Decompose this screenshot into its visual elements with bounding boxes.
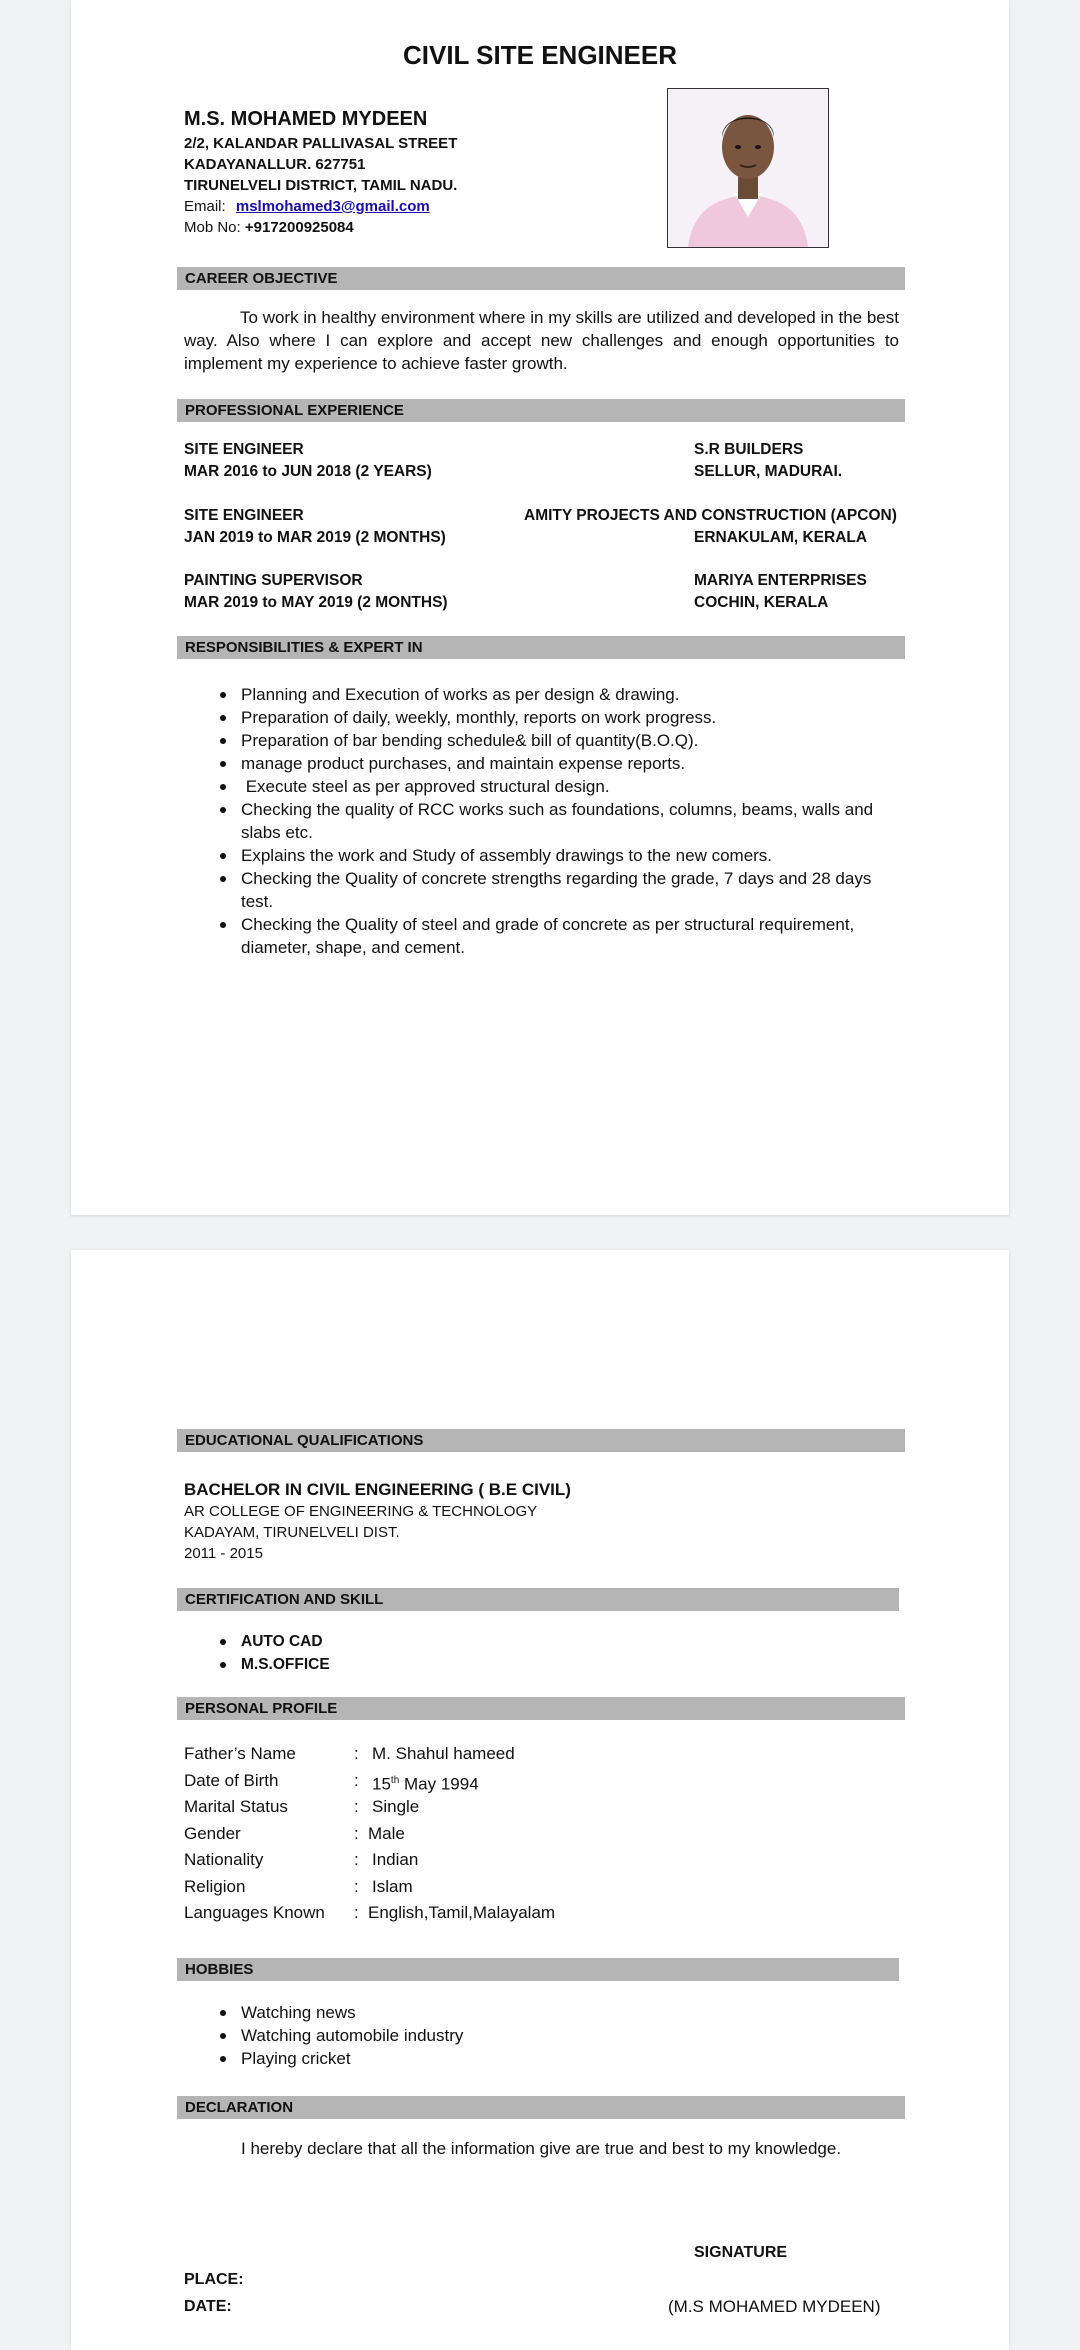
profile-separator: : (354, 1744, 359, 1763)
mobile-line (184, 217, 457, 238)
resume-page-2 (71, 1250, 1009, 2350)
experience-period: JAN 2019 to MAR 2019 (2 MONTHS) (184, 529, 446, 546)
section-personal-profile: PERSONAL PROFILE (177, 1697, 905, 1720)
hobbies-list (184, 2001, 684, 2070)
experience-location-wrap (694, 527, 867, 549)
profile-photo-image (668, 89, 828, 247)
date-label: DATE: (184, 2298, 232, 2315)
resume-page-1 (71, 0, 1009, 1215)
profile-label: Father’s Name (184, 1744, 296, 1763)
document-title: CIVIL SITE ENGINEER (402, 40, 677, 70)
address-line-2: KADAYANALLUR. 627751 (184, 156, 366, 173)
education-place: KADAYAM, TIRUNELVELI DIST. (184, 1524, 400, 1541)
education-block (184, 1479, 571, 1564)
career-objective-text: To work in healthy environment where in my skills are utilized and developed in the best way. Also where I can explore and accept new challenges and enough opportunities to implement my experience to achieve faster growth. (184, 308, 899, 373)
place-label: PLACE: (184, 2271, 244, 2288)
profile-label: Date of Birth (184, 1770, 279, 1790)
candidate-name: M.S. MOHAMED MYDEEN (184, 108, 428, 130)
experience-period: MAR 2019 to MAY 2019 (2 MONTHS) (184, 594, 448, 611)
dob-day: 15 (372, 1774, 391, 1794)
profile-separator: : (354, 1823, 359, 1843)
experience-item (184, 439, 432, 483)
list-item: AUTO CAD (184, 1630, 584, 1653)
experience-employer (524, 505, 897, 527)
profile-row-nationality (184, 1847, 684, 1874)
signature-label: SIGNATURE (694, 2244, 788, 2261)
skills-list (184, 1630, 584, 1676)
address-line-1: 2/2, KALANDAR PALLIVASAL STREET (184, 135, 458, 152)
profile-value: Male (368, 1823, 405, 1843)
experience-period: MAR 2016 to JUN 2018 (2 YEARS) (184, 463, 432, 480)
section-declaration: DECLARATION (177, 2096, 905, 2119)
mobile-label: Mob No: (184, 219, 241, 236)
list-item: Preparation of daily, weekly, monthly, reports on work progress. (184, 706, 884, 729)
experience-employer (694, 570, 867, 614)
experience-location: ERNAKULAM, KERALA (694, 529, 868, 546)
profile-row-fathers-name (184, 1741, 684, 1768)
section-responsibilities: RESPONSIBILITIES & EXPERT IN (177, 636, 905, 659)
experience-item (184, 570, 448, 614)
experience-company: S.R BUILDERS (694, 441, 804, 458)
education-college: AR COLLEGE OF ENGINEERING & TECHNOLOGY (184, 1503, 538, 1520)
email-link[interactable]: mslmohamed3@gmail.com (235, 198, 430, 215)
experience-company: MARIYA ENTERPRISES (694, 572, 867, 589)
profile-row-gender (184, 1821, 684, 1848)
profile-value: Islam (372, 1876, 413, 1896)
experience-company: AMITY PROJECTS AND CONSTRUCTION (APCON) (524, 507, 897, 524)
profile-value: Single (372, 1797, 420, 1816)
dob-suffix: th (390, 1774, 400, 1786)
address-line-3: TIRUNELVELI DISTRICT, TAMIL NADU. (184, 177, 458, 194)
declaration-text: I hereby declare that all the information give are true and best to my knowledge. (241, 2139, 842, 2158)
profile-value: Indian (372, 1850, 419, 1869)
profile-label: Languages Known (184, 1903, 325, 1922)
section-hobbies: HOBBIES (177, 1958, 899, 1981)
section-career-objective: CAREER OBJECTIVE (177, 267, 905, 290)
list-item: Execute steel as per approved structural design. (184, 775, 884, 798)
education-years: 2011 - 2015 (184, 1545, 263, 1562)
list-item: manage product purchases, and maintain expense reports. (184, 752, 884, 775)
signatory-name: (M.S MOHAMED MYDEEN) (668, 2297, 881, 2316)
experience-role: PAINTING SUPERVISOR (184, 572, 363, 589)
experience-item (184, 505, 446, 549)
list-item: Checking the Quality of concrete strengths regarding the grade, 7 days and 28 days test. (184, 867, 884, 913)
profile-label: Religion (184, 1876, 246, 1896)
list-item: M.S.OFFICE (184, 1653, 584, 1676)
list-item: Checking the Quality of steel and grade of concrete as per structural requirement, diameter, shape, and cement. (184, 913, 884, 959)
email-line (184, 196, 457, 217)
profile-photo (667, 88, 829, 248)
profile-value: English,Tamil,Malayalam (368, 1903, 556, 1922)
profile-row-marital-status (184, 1794, 684, 1821)
list-item: Watching news (184, 2001, 684, 2024)
list-item: Playing cricket (184, 2047, 684, 2070)
profile-separator: : (354, 1770, 359, 1790)
profile-separator: : (354, 1797, 359, 1816)
experience-location: COCHIN, KERALA (694, 594, 829, 611)
responsibilities-list (184, 683, 884, 959)
profile-label: Marital Status (184, 1797, 288, 1816)
profile-label: Nationality (184, 1850, 264, 1869)
experience-location: SELLUR, MADURAI. (694, 463, 843, 480)
experience-role: SITE ENGINEER (184, 507, 304, 524)
education-degree: BACHELOR IN CIVIL ENGINEERING ( B.E CIVIL) (184, 1480, 571, 1499)
section-professional-experience: PROFESSIONAL EXPERIENCE (177, 399, 905, 422)
dob-month-year: May 1994 (399, 1774, 479, 1794)
profile-separator: : (354, 1850, 359, 1869)
profile-row-religion (184, 1874, 684, 1901)
email-label: Email: (184, 198, 226, 215)
list-item: Planning and Execution of works as per design & drawing. (184, 683, 884, 706)
section-certification-skill: CERTIFICATION AND SKILL (177, 1588, 899, 1611)
profile-value: M. Shahul hameed (372, 1744, 515, 1763)
list-item: Explains the work and Study of assembly drawings to the new comers. (184, 844, 884, 867)
section-education: EDUCATIONAL QUALIFICATIONS (177, 1429, 905, 1452)
profile-row-languages (184, 1900, 684, 1927)
profile-separator: : (354, 1903, 359, 1922)
mobile-number: +917200925084 (244, 219, 354, 236)
experience-employer (694, 439, 842, 483)
personal-profile-table (184, 1741, 684, 1927)
experience-role: SITE ENGINEER (184, 441, 304, 458)
list-item: Checking the quality of RCC works such as foundations, columns, beams, walls and slabs etc. (184, 798, 884, 844)
profile-row-dob (184, 1768, 684, 1795)
profile-separator: : (354, 1876, 359, 1896)
list-item: Watching automobile industry (184, 2024, 684, 2047)
list-item: Preparation of bar bending schedule& bill of quantity(B.O.Q). (184, 729, 884, 752)
contact-block (184, 108, 457, 238)
profile-label: Gender (184, 1823, 241, 1843)
